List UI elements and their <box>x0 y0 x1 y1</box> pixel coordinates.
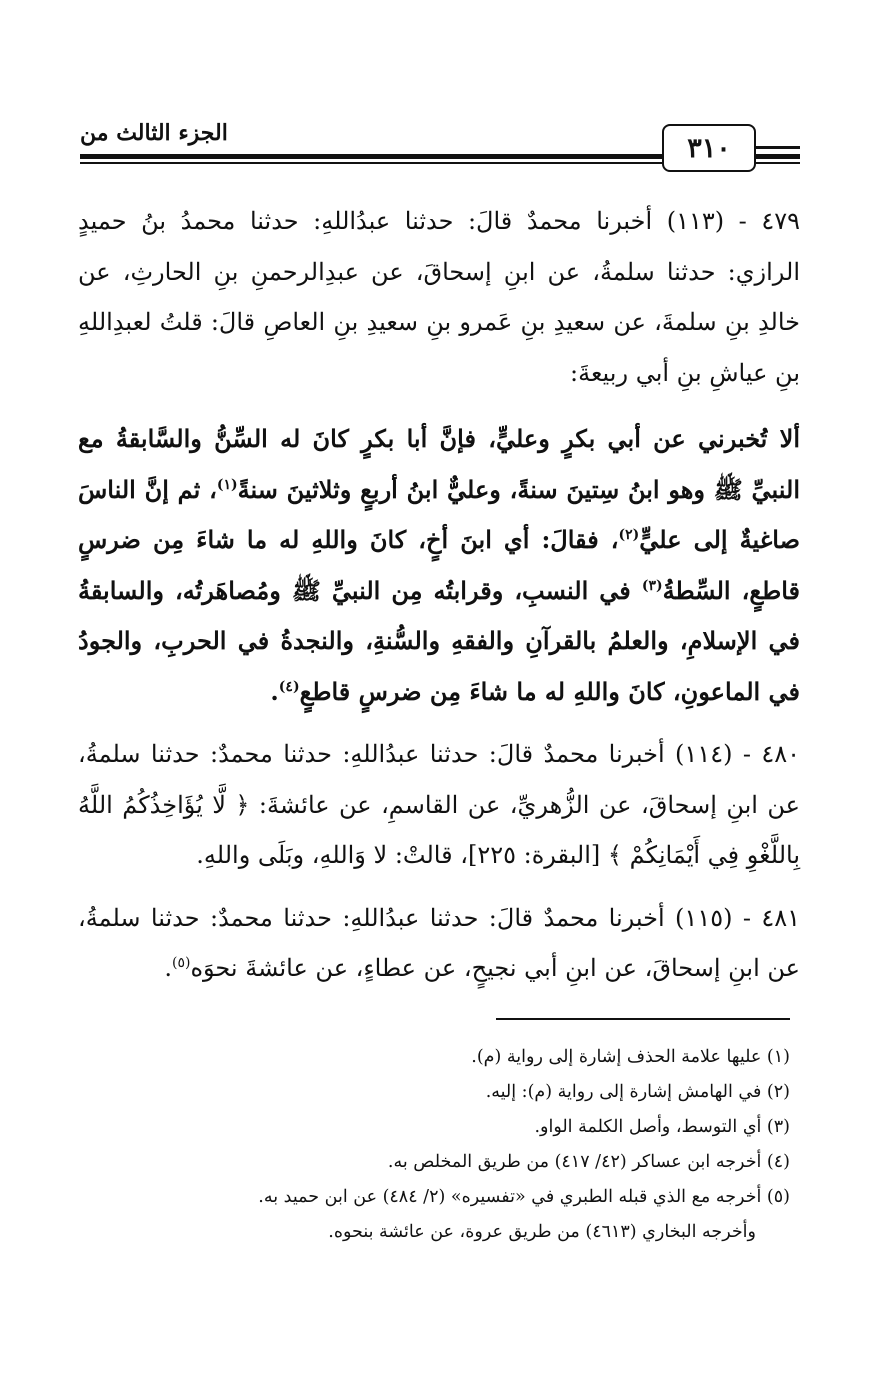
footnote-separator <box>496 1018 790 1020</box>
hadith-479-matn <box>78 414 800 717</box>
footnotes <box>80 1040 790 1250</box>
footnote-2: (٢) في الهامش إشارة إلى رواية (م): إليه. <box>485 1082 790 1102</box>
footnote-ref-4[interactable]: (٤) <box>278 678 300 695</box>
hadith-481 <box>78 893 800 994</box>
footnote-ref-5[interactable]: (٥) <box>171 955 191 971</box>
footnote-5: (٥) أخرجه مع الذي قبله الطبري في «تفسيره» (٢/ ٤٨٤) عن ابن حميد به. <box>258 1187 790 1207</box>
running-title: الجزء الثالث من <box>80 120 228 146</box>
matn-text-1: ألا تُخبرني عن أبي بكرٍ وعليٍّ، فإنَّ أبا بكرٍ كانَ له السِّنُّ والسَّابقةُ مع النبيِّ ﷺ وهو ابنُ سِتينَ سنةً، وعليٌّ ابنُ أربعٍ وثلاثينَ سنةً <box>78 424 801 504</box>
footnote-ref-3[interactable]: (٣) <box>641 577 663 594</box>
footnote-3: (٣) أي التوسط، وأصل الكلمة الواو. <box>534 1117 790 1137</box>
matn-text-3: ، فقالَ: أي ابنَ أخٍ، كانَ واللهِ له ما شاءَ مِن ضرسٍ قاطعٍ، السِّطةُ <box>78 525 800 605</box>
matn-text-5: . <box>270 676 279 706</box>
footnote-4: (٤) أخرجه ابن عساكر (٤٢/ ٤١٧) من طريق المخلص به. <box>387 1152 790 1172</box>
main-text <box>78 196 800 1006</box>
matn-text-4: في النسبِ، وقرابتُه مِن النبيِّ ﷺ ومُصاهَرتُه، والسابقةُ في الإسلامِ، والعلمُ بالقرآنِ والفقهِ والسُّنةِ، والنجدةُ في الحربِ، والجودُ في الماعونِ، كانَ واللهِ له ما شاءَ مِن ضرسٍ قاطعٍ <box>78 575 800 706</box>
hadith-479: ٤٧٩ - (١١٣) أخبرنا محمدٌ قالَ: حدثنا عبدُاللهِ: حدثنا محمدُ بنُ حميدٍ الرازي: حدثنا سلمةُ، عن ابنِ إسحاقَ، عن عبدِالرحمنِ بنِ الحارثِ، عن خالدِ بنِ سلمةَ، عن سعيدِ بنِ عَمرو بنِ سعيدِ بنِ العاصِ قالَ: قلتُ لعبدِاللهِ بنِ عياشِ بنِ أبي ربيعةَ: <box>78 207 801 387</box>
hadith-481-text: ٤٨١ - (١١٥) أخبرنا محمدٌ قالَ: حدثنا عبدُاللهِ: حدثنا محمدٌ: حدثنا سلمةُ، عن ابنِ إسحاقَ، عن ابنِ أبي نجيحٍ، عن عطاءٍ، عن عائشةَ نحوَه <box>78 903 801 982</box>
footnote-5-continued: وأخرجه البخاري (٤٦١٣) من طريق عروة، عن عائشة بنحوه. <box>328 1222 756 1242</box>
footnote-ref-2[interactable]: (٢) <box>618 527 640 543</box>
footnote-ref-1[interactable]: (١) <box>216 476 238 493</box>
page-number: ٣١٠ <box>662 124 756 172</box>
footnote-1: (١) عليها علامة الحذف إشارة إلى رواية (م). <box>471 1047 790 1067</box>
hadith-481-end: . <box>164 954 172 982</box>
matn-text-2: ، ثم إنَّ الناسَ صاغيةٌ إلى عليٍّ <box>78 474 800 554</box>
page-header <box>80 120 800 180</box>
hadith-480: ٤٨٠ - (١١٤) أخبرنا محمدٌ قالَ: حدثنا عبدُاللهِ: حدثنا محمدٌ: حدثنا سلمةُ، عن ابنِ إسحاقَ، عن الزُّهريِّ، عن القاسمِ، عن عائشةَ: ﴿ لَّا يُؤَاخِذُكُمُ اللَّهُ بِاللَّغْوِ فِي أَيْمَانِكُمْ ﴾ [البقرة: ٢٢٥]، قالتْ: لا وَاللهِ، وبَلَى واللهِ. <box>78 740 801 869</box>
header-rule-cap <box>756 146 800 149</box>
